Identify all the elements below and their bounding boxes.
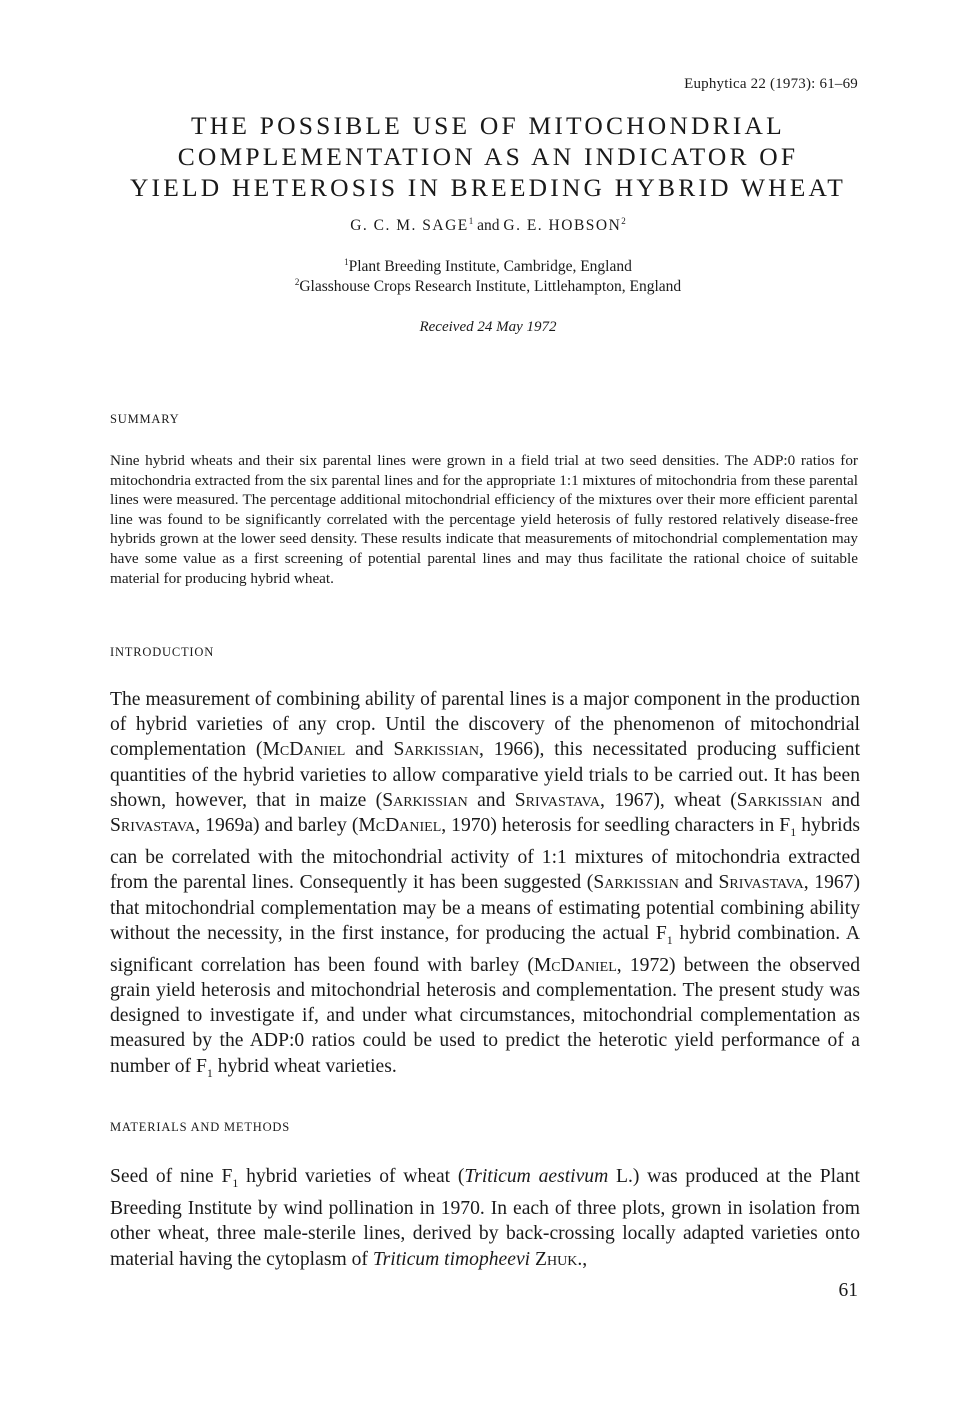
page-number: 61	[838, 1280, 858, 1301]
affiliation-1-mark: 1	[344, 257, 349, 267]
species-name: Triticum aestivum	[464, 1166, 609, 1187]
citation-author: Zhuk	[535, 1248, 578, 1270]
introduction-paragraph: The measurement of combining ability of parental lines is a major component in the production of hybrid varieties of any crop. Until the discovery of the phenomenon of mitochondrial complementation (McDaniel and Sarkissian, 1966), this necessitated producing sufficient quantities of the hybrid varieties to allow comparative yield trials to be carried out. It has been shown, however, that in maize (Sarkissian and Srivastava, 1967), wheat (Sarkissian and Srivastava, 1969a) and barley (McDaniel, 1970) heterosis for seedling characters in $F_1$ hybrids can be correlated with the mitochondrial activity of 1:1 mixtures of mitochondria extracted from the parental lines. Consequently it has been suggested (Sarkissian and Srivastava, 1967) that mitochondrial complementation may be a means of estimating potential combining ability without the necessity, in the first instance, for producing the actual $F_1$ hybrid combination. A significant correlation has been found with barley (McDaniel, 1972) between the observed grain yield heterosis and mitochondrial heterosis and complementation. The present study was designed to investigate if, and under what circumstances, mitochondrial complementation as measured by the ADP:0 ratios could be used to predict the heterotic yield performance of a number of $F_1$ hybrid wheat varieties.	[110, 689, 861, 1080]
author-conjunction: and	[473, 217, 504, 235]
author-1-affil-mark: 1	[468, 216, 474, 226]
affiliation-2	[0, 277, 976, 296]
author-2: G. E. HOBSON	[503, 217, 622, 235]
introduction-heading: INTRODUCTION	[110, 645, 215, 659]
species-name: Triticum timopheevi	[372, 1248, 531, 1270]
title-line-2: COMPLEMENTATION AS AN INDICATOR OF	[177, 142, 799, 171]
methods-heading: MATERIALS AND METHODS	[110, 1120, 291, 1134]
affiliation-1-text: Plant Breeding Institute, Cambridge, England	[348, 258, 632, 276]
affiliation-2-mark: 2	[294, 277, 300, 287]
citation-author: McDaniel	[358, 815, 442, 837]
paper-title	[60, 110, 916, 203]
citation-author: McDaniel	[262, 739, 346, 761]
citation-author: Sarkissian	[393, 739, 480, 761]
title-line-1: THE POSSIBLE USE OF MITOCHONDRIAL	[191, 111, 785, 140]
author-1: G. C. M. SAGE	[350, 217, 469, 235]
journal-reference: Euphytica 22 (1973): 61–69	[684, 76, 858, 92]
citation-author: McDaniel	[533, 954, 617, 976]
affiliation-2-text: Glasshouse Crops Research Institute, Littlehampton, England	[299, 278, 682, 296]
author-list	[0, 216, 976, 235]
title-line-3: YIELD HETEROSIS IN BREEDING HYBRID WHEAT	[129, 173, 847, 202]
affiliation-1	[0, 257, 976, 276]
citation-author: Sarkissian	[736, 789, 823, 811]
citation-author: Srivastava	[718, 872, 804, 894]
summary-heading: SUMMARY	[110, 412, 180, 426]
citation-author: Srivastava	[110, 815, 196, 837]
citation-author: Sarkissian	[593, 872, 679, 894]
citation-author: Sarkissian	[382, 789, 468, 811]
received-date: Received 24 May 1972	[419, 319, 557, 335]
author-2-affil-mark: 2	[621, 216, 626, 226]
summary-text: Nine hybrid wheats and their six parental lines were grown in a field trial at two seed densities. The ADP:0 ratios for mitochondria extracted from the six parental lines and for the appropriate 1:1 mixtures of mitochondria from these parental lines were measured. The percentage additional mitochondrial efficiency of the mixtures over their more efficient parental line was found to be significantly correlated with the percentage yield heterosis of fully restored relatively disease-free hybrids grown at the lower seed density. These results indicate that measurements of mitochondrial complementation may have some value as a first screening of potential parental lines and may thus facilitate the rational choice of suitable material for producing hybrid wheat.	[110, 452, 858, 587]
methods-paragraph: Seed of nine $F_1$ hybrid varieties of wheat (Triticum aestivum L.) was produced at the Plant Breeding Institute by wind pollination in 1970. In each of three plots, grown in isolation from other wheat, three male-sterile lines, derived by back-crossing locally adapted varieties onto material having the cytoplasm of Triticum timopheevi Zhuk.,	[110, 1166, 860, 1270]
citation-author: Srivastava	[514, 789, 600, 811]
